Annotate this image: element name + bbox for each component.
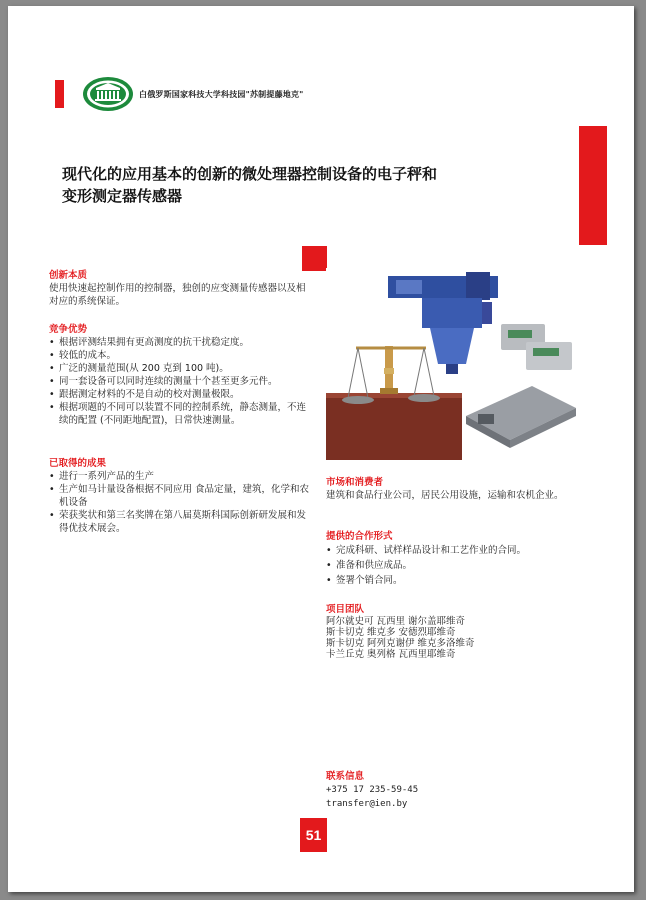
team-member: 斯卡切克 阿列克谢伊 维克多洛维奇 <box>326 638 475 649</box>
page-number: 51 <box>300 818 327 852</box>
header-red-bar <box>55 80 64 108</box>
list-item: • 完成科研、试样样品设计和工艺作业的合同。 <box>326 543 576 558</box>
organization-name: 白俄罗斯国家科技大学科技园"苏制提藤地克" <box>139 90 304 99</box>
market-heading: 市场和消费者 <box>326 477 384 488</box>
advantages-heading: 竞争优势 <box>49 324 88 335</box>
list-item: • 广泛的测量范围(从 200 克到 100 吨)。 <box>49 362 313 375</box>
list-item: • 生产如马计量设备根据不同应用 食品定量，建筑，化学和农机设备 <box>49 483 311 509</box>
market-text: 建筑和食品行业公司，居民公用设施，运输和农机企业。 <box>326 490 564 501</box>
team-member: 阿尔就史可 瓦西里 谢尔盖耶维奇 <box>326 616 466 627</box>
advantages-list <box>49 336 313 427</box>
list-item: • 根据项题的不同可以装置不同的控制系统，静态测量，不连续的配置 (不同距地配置)，日常快速测量。 <box>49 401 313 427</box>
cooperation-heading: 提供的合作形式 <box>326 531 393 542</box>
team-member: 斯卡切克 维克多 安德烈耶维奇 <box>326 627 456 638</box>
page-title <box>62 163 542 207</box>
product-photo-scales <box>326 268 580 460</box>
list-item: • 准备和供应成品。 <box>326 558 576 573</box>
team-heading: 项目团队 <box>326 604 365 615</box>
essence-text: 使用快速起控制作用的控制器，独创的应变测量传感器以及相对应的系统保证。 <box>49 283 306 307</box>
contacts-heading: 联系信息 <box>326 771 365 782</box>
university-logo <box>82 76 134 112</box>
team-member: 卡兰丘克 奥列格 瓦西里耶维奇 <box>326 649 456 660</box>
results-heading: 已取得的成果 <box>49 458 107 469</box>
list-item: • 同一套设备可以同时连续的测量十个甚至更多元件。 <box>49 375 313 388</box>
contact-email[interactable]: transfer@ien.by <box>326 799 408 809</box>
cooperation-list <box>326 543 576 588</box>
contact-phone: +375 17 235-59-45 <box>326 785 419 795</box>
list-item: • 跟据测定材料的不是自动的校对测量极限。 <box>49 388 313 401</box>
title-line-2: 变形测定器传感器 <box>62 187 183 205</box>
list-item: • 较低的成本。 <box>49 349 313 362</box>
list-item: • 进行一系列产品的生产 <box>49 470 311 483</box>
list-item: • 签署个销合同。 <box>326 573 576 588</box>
list-item: • 荣获奖状和第三名奖牌在第八届莫斯科国际创新研发展和发得优技术展会。 <box>49 509 311 535</box>
title-line-1: 现代化的应用基本的创新的微处理器控制设备的电子秤和 <box>62 165 438 183</box>
accent-square <box>302 246 327 271</box>
list-item: • 根据评测结果拥有更高测度的抗干扰稳定度。 <box>49 336 313 349</box>
essence-heading: 创新本质 <box>49 270 88 281</box>
team-list <box>326 616 576 660</box>
accent-block-right <box>579 126 607 245</box>
results-list <box>49 470 311 535</box>
